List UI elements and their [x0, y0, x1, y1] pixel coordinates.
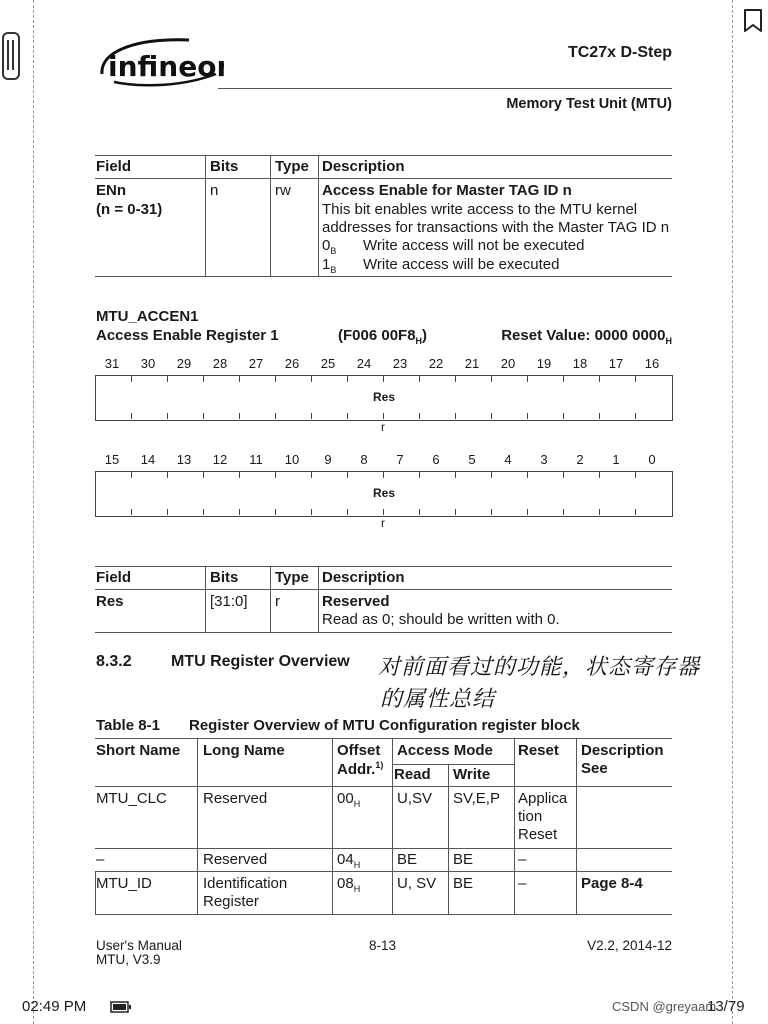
- row-long-name: Reserved: [203, 851, 268, 868]
- col-short-name: Short Name: [96, 742, 181, 759]
- bit-tick: [167, 376, 168, 382]
- bit-tick: [131, 376, 132, 382]
- col-long-name: Long Name: [203, 742, 285, 759]
- header-field: Field: [96, 158, 132, 175]
- bit-number: 20: [500, 356, 516, 371]
- bit-tick: [203, 509, 204, 515]
- bit-tick: [203, 472, 204, 478]
- bit-tick: [491, 509, 492, 515]
- bit-tick: [455, 472, 456, 478]
- bit-number: 6: [432, 452, 440, 467]
- right-margin-guide: [732, 0, 733, 1024]
- row-read: BE: [397, 851, 418, 868]
- header-description: Description: [322, 158, 405, 175]
- bit-tick: [275, 376, 276, 382]
- bit-number: 5: [468, 452, 476, 467]
- page-counter: 13/79: [707, 998, 745, 1015]
- row-offset: $08_H$: [337, 875, 361, 894]
- bit-tick: [563, 472, 564, 478]
- bit-tick: [491, 413, 492, 419]
- bit-number: 21: [464, 356, 480, 371]
- option-1-value: $1_B$: [322, 256, 337, 275]
- row-write: BE: [453, 851, 474, 868]
- row-short-name: MTU_CLC: [96, 790, 167, 807]
- bit-tick: [239, 413, 240, 419]
- row-long-name-2: Register: [203, 893, 259, 910]
- col-description: Description: [581, 742, 664, 759]
- res-field-type: r: [275, 593, 280, 610]
- header-bits: Bits: [210, 569, 239, 586]
- bit-tick: [527, 376, 528, 382]
- col-offset: Offset: [337, 742, 381, 759]
- infineon-logo: [94, 34, 224, 95]
- bit-tick: [563, 509, 564, 515]
- bit-tick: [131, 472, 132, 478]
- option-0-value: $0_B$: [322, 237, 337, 256]
- bit-tick: [419, 509, 420, 515]
- bit-tick: [599, 376, 600, 382]
- bit-number: 1: [612, 452, 620, 467]
- bit-number: 3: [540, 452, 548, 467]
- upper-field-type: r: [381, 420, 385, 434]
- page-turn-handle[interactable]: [2, 32, 20, 80]
- res-field-bits: [31:0]: [210, 593, 248, 610]
- bit-number: 16: [644, 356, 660, 371]
- handwritten-note-line1: 对前面看过的功能，状态寄存器: [378, 655, 701, 680]
- row-write: BE: [453, 875, 474, 892]
- bit-number: 19: [536, 356, 552, 371]
- row-short-name: –: [96, 851, 105, 868]
- field-type: rw: [275, 182, 291, 199]
- bit-number: 18: [572, 356, 588, 371]
- handwritten-note-line2: 的属性总结: [380, 687, 496, 712]
- bit-number: 31: [104, 356, 120, 371]
- bit-tick: [311, 472, 312, 478]
- bit-tick: [491, 376, 492, 382]
- bit-tick: [527, 472, 528, 478]
- col-description-see: See: [581, 760, 608, 777]
- product-title: TC27x D-Step: [567, 44, 672, 61]
- col-offset-addr: Addr.$^{1)}$: [337, 760, 384, 778]
- header-type: Type: [275, 158, 309, 175]
- row-long-name: Reserved: [203, 790, 268, 807]
- bit-tick: [455, 376, 456, 382]
- upper-field-res: Res: [372, 390, 395, 404]
- table-caption-text: Register Overview of MTU Configuration register block: [189, 717, 580, 734]
- bit-tick: [167, 509, 168, 515]
- row-reset-l1: –: [518, 851, 527, 868]
- bit-number: 14: [140, 452, 156, 467]
- bit-tick: [383, 413, 384, 419]
- bit-number: 24: [356, 356, 372, 371]
- footer-manual: User's Manual: [96, 938, 182, 953]
- header-description: Description: [322, 569, 405, 586]
- status-time: 02:49 PM: [22, 998, 87, 1015]
- header-field: Field: [96, 569, 132, 586]
- bit-tick: [419, 376, 420, 382]
- res-field-name: Res: [96, 593, 124, 610]
- bit-tick: [563, 376, 564, 382]
- row-read: U, SV: [397, 875, 437, 892]
- field-range: (n = 0-31): [96, 201, 163, 218]
- bit-number: 13: [176, 452, 192, 467]
- bit-tick: [635, 472, 636, 478]
- row-reset-l3: Reset: [518, 826, 558, 843]
- bit-tick: [239, 376, 240, 382]
- bit-number: 7: [396, 452, 404, 467]
- bit-number: 0: [648, 452, 656, 467]
- register-reset-value: Reset Value: 0000 $0000_H$: [501, 327, 672, 346]
- battery-icon: [110, 1000, 132, 1019]
- bit-number: 30: [140, 356, 156, 371]
- bit-number: 29: [176, 356, 192, 371]
- lower-field-type: r: [381, 516, 385, 530]
- bit-tick: [275, 472, 276, 478]
- svg-text:infineon: infineon: [108, 50, 224, 83]
- bit-number: 11: [249, 452, 263, 467]
- field-desc-line2: addresses for transactions with the Master TAG ID n: [322, 219, 670, 236]
- register-upper-box: [95, 375, 673, 421]
- bit-tick: [491, 472, 492, 478]
- field-desc-line1: This bit enables write access to the MTU kernel: [322, 201, 638, 218]
- bit-number: 17: [608, 356, 624, 371]
- bit-tick: [311, 413, 312, 419]
- bit-tick: [527, 413, 528, 419]
- bit-tick: [275, 413, 276, 419]
- col-access-mode: Access Mode: [397, 742, 493, 759]
- field-bits: n: [210, 182, 219, 199]
- bit-tick: [167, 472, 168, 478]
- bit-tick: [419, 413, 420, 419]
- bit-number: 15: [104, 452, 120, 467]
- footer-doc-version: MTU, V3.9: [96, 952, 161, 967]
- header-bits: Bits: [210, 158, 239, 175]
- section-header: Memory Test Unit (MTU): [506, 96, 672, 112]
- col-read: Read: [394, 766, 431, 783]
- bit-tick: [167, 413, 168, 419]
- bit-number: 10: [284, 452, 300, 467]
- section-title: MTU Register Overview: [171, 653, 350, 670]
- res-desc-line: Read as 0; should be written with 0.: [322, 611, 560, 628]
- row-long-name: Identification: [203, 875, 288, 892]
- bit-tick: [311, 509, 312, 515]
- bit-tick: [347, 376, 348, 382]
- header-rule: [218, 88, 672, 89]
- col-reset: Reset: [518, 742, 559, 759]
- footer-version: V2.2, 2014-12: [587, 938, 672, 953]
- register-long-name: Access Enable Register 1: [96, 327, 279, 344]
- bit-tick: [383, 509, 384, 515]
- bit-number: 22: [428, 356, 444, 371]
- field-desc-title: Access Enable for Master TAG ID n: [322, 182, 572, 199]
- field-name: ENn: [96, 182, 126, 199]
- left-margin-guide: [33, 0, 34, 1024]
- footer-page-number: 8-13: [369, 938, 397, 953]
- bit-number: 2: [576, 452, 584, 467]
- lower-field-res: Res: [372, 486, 395, 500]
- bit-tick: [347, 413, 348, 419]
- bit-number: 25: [320, 356, 336, 371]
- row-short-name: MTU_ID: [96, 875, 152, 892]
- register-lower-box: [95, 471, 673, 517]
- bit-tick: [383, 472, 384, 478]
- bit-tick: [275, 509, 276, 515]
- bit-number: 9: [324, 452, 332, 467]
- bit-tick: [599, 413, 600, 419]
- bookmark-icon[interactable]: [742, 8, 764, 39]
- bit-tick: [635, 376, 636, 382]
- register-name: MTU_ACCEN1: [96, 308, 199, 325]
- row-offset: $00_H$: [337, 790, 361, 809]
- bit-number: 23: [392, 356, 408, 371]
- row-reset-l2: tion: [518, 808, 543, 825]
- bit-tick: [239, 472, 240, 478]
- bit-tick: [311, 376, 312, 382]
- bit-tick: [455, 413, 456, 419]
- bit-tick: [347, 509, 348, 515]
- bit-number: 4: [504, 452, 512, 467]
- bit-tick: [527, 509, 528, 515]
- bit-tick: [383, 376, 384, 382]
- bit-number: 27: [248, 356, 264, 371]
- bit-number: 28: [212, 356, 228, 371]
- bit-tick: [239, 509, 240, 515]
- section-number: 8.3.2: [96, 653, 132, 670]
- bit-tick: [131, 509, 132, 515]
- bit-tick: [347, 472, 348, 478]
- bit-number: 8: [360, 452, 368, 467]
- bit-tick: [203, 413, 204, 419]
- bit-tick: [635, 509, 636, 515]
- res-desc-title: Reserved: [322, 593, 390, 610]
- col-write: Write: [453, 766, 491, 783]
- option-0-text: Write access will not be executed: [363, 237, 585, 254]
- bit-tick: [203, 376, 204, 382]
- bit-tick: [599, 509, 600, 515]
- table-caption-number: Table 8-1: [96, 717, 160, 734]
- bit-number: 12: [212, 452, 228, 467]
- row-read: U,SV: [397, 790, 433, 807]
- row-offset: $04_H$: [337, 851, 361, 870]
- bit-number: 26: [284, 356, 300, 371]
- register-address: (F006 $00F8_H$): [338, 327, 428, 346]
- bit-tick: [419, 472, 420, 478]
- page-reference-link[interactable]: Page 8-4: [581, 875, 643, 892]
- option-1-text: Write access will be executed: [363, 256, 560, 273]
- row-reset-l1: –: [518, 875, 527, 892]
- bit-tick: [455, 509, 456, 515]
- bit-tick: [599, 472, 600, 478]
- bit-tick: [131, 413, 132, 419]
- bit-tick: [563, 413, 564, 419]
- row-write: SV,E,P: [453, 790, 500, 807]
- bit-tick: [635, 413, 636, 419]
- row-reset-l1: Applica: [518, 790, 568, 807]
- header-type: Type: [275, 569, 309, 586]
- csdn-watermark: CSDN @greyaam: [612, 999, 717, 1014]
